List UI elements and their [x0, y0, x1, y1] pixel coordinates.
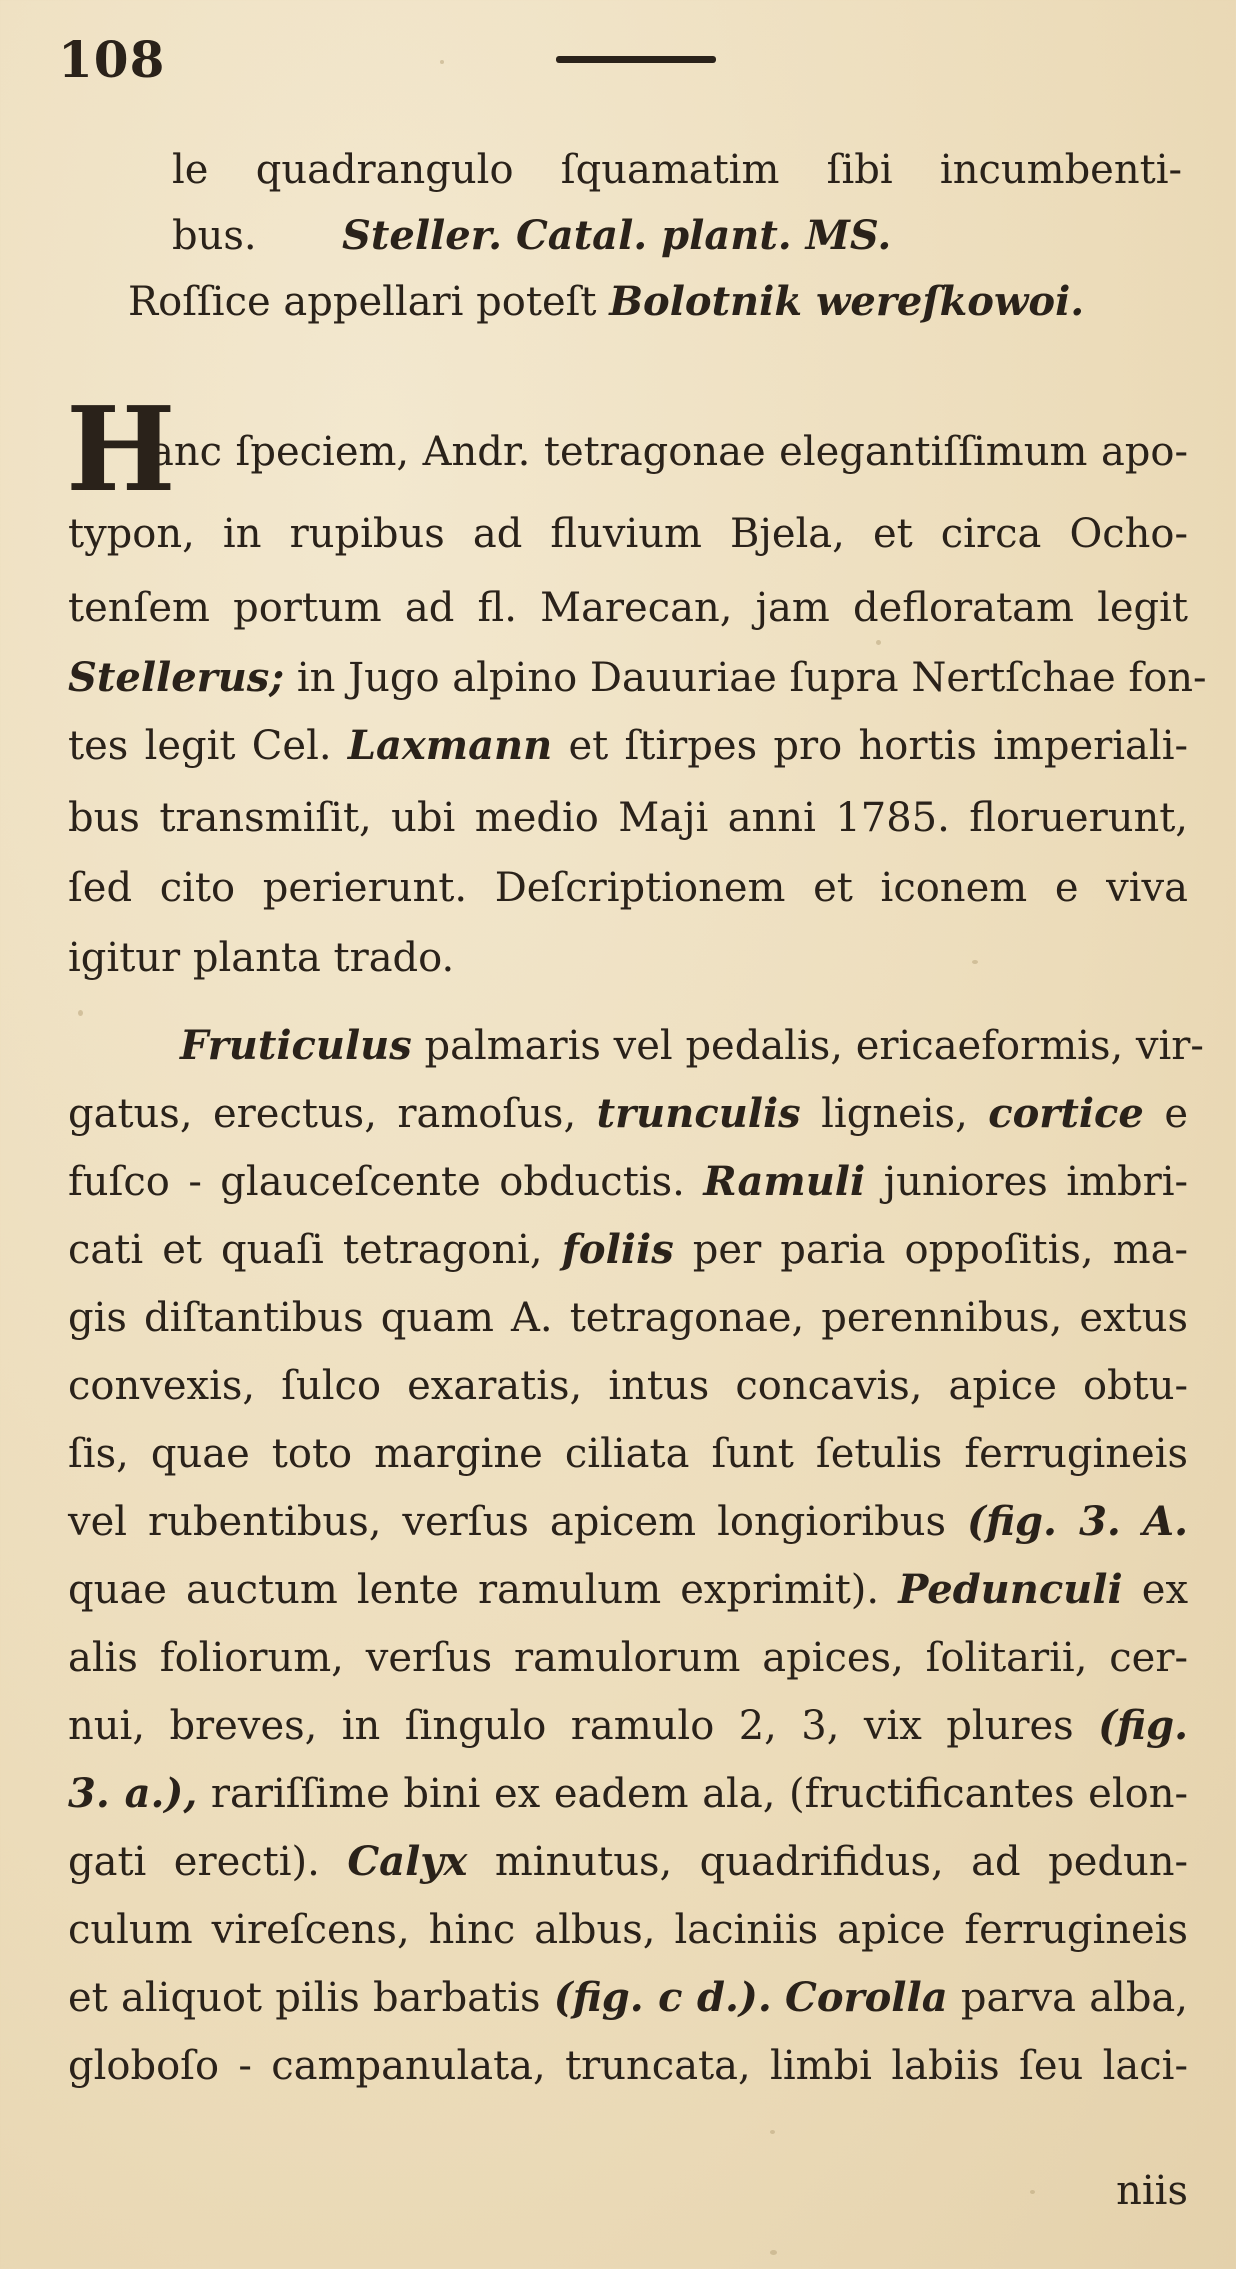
- vernacular-name: Bolotnik wereſkowoi.: [609, 278, 1085, 325]
- year: 1785.: [835, 795, 950, 841]
- text-run: nui, breves, in ſingulo ramulo 2, 3, vix plures: [68, 1703, 1074, 1749]
- text-line: [68, 1836, 1188, 1888]
- paper-fleck: [972, 960, 978, 964]
- term: cortice: [988, 1090, 1144, 1137]
- text-run: rariſſime bini ex eadem ala, (fructificantes elon-: [210, 1771, 1188, 1817]
- text-run: ſis, quae toto margine ciliata ſunt ſetulis ferrugineis: [68, 1431, 1188, 1477]
- text-run: bus transmiſit, ubi medio Maji anni: [68, 795, 816, 841]
- text-line: [180, 1020, 1204, 1072]
- text-line: [68, 1428, 1188, 1480]
- text-run: in Jugo alpino Dauuriae ſupra Nertſchae fon-: [296, 655, 1207, 701]
- text-run: palmaris vel pedalis, ericaeformis, vir-: [424, 1023, 1204, 1069]
- figure-reference: (fig. c d.).: [553, 1974, 772, 2021]
- text-run: globoſo - campanulata, truncata, limbi labiis ſeu laci-: [68, 2043, 1188, 2089]
- text-run: parva alba,: [960, 1975, 1188, 2021]
- text-run: anc ſpeciem, Andr. tetragonae elegantiſſimum apo-: [150, 429, 1188, 475]
- text-line: [150, 426, 1188, 478]
- text-run: floruerunt,: [969, 795, 1189, 841]
- text-run: gati erecti).: [68, 1839, 320, 1885]
- text-line: [172, 210, 1236, 262]
- text-line: [68, 1768, 1188, 1820]
- text-line: [68, 1360, 1188, 1412]
- text-run: et aliquot pilis barbatis: [68, 1975, 541, 2021]
- text-line: [68, 2040, 1188, 2092]
- text-line: [68, 508, 1188, 560]
- text-line: [68, 932, 1188, 984]
- text-run: Roſſice appellari poteſt: [128, 279, 597, 325]
- text-line: [68, 652, 1207, 704]
- text-line: [68, 1088, 1188, 1140]
- paper-fleck: [770, 2130, 775, 2134]
- paper-fleck: [1030, 2190, 1035, 2194]
- text-run: tes legit Cel.: [68, 723, 332, 769]
- text-run: cati et quaſi tetragoni,: [68, 1227, 543, 1273]
- term: Calyx: [347, 1838, 468, 1885]
- paper-fleck: [440, 60, 444, 64]
- figure-reference: (fig. 3. A.: [967, 1498, 1189, 1545]
- text-run: alis foliorum, verſus ramulorum apices, ſolitarii, cer-: [68, 1635, 1188, 1681]
- text-run: minutus, quadrifidus, ad pedun-: [494, 1839, 1189, 1885]
- term: foliis: [561, 1226, 674, 1273]
- term: Corolla: [785, 1974, 948, 2021]
- figure-reference: 3. a.),: [68, 1770, 198, 1817]
- paper-fleck: [770, 2250, 777, 2255]
- term: Fruticulus: [180, 1022, 412, 1069]
- term: Pedunculi: [898, 1566, 1123, 1613]
- text-run: juniores imbri-: [883, 1159, 1189, 1205]
- text-line: [172, 144, 1182, 196]
- text-line: [68, 720, 1188, 772]
- text-run: typon, in rupibus ad fluvium Bjela, et circa Ocho-: [68, 511, 1188, 557]
- header-rule: [556, 56, 716, 63]
- text-line: [68, 1224, 1188, 1276]
- text-run: le quadrangulo ſquamatim ſibi incumbenti-: [172, 147, 1182, 193]
- text-line: [68, 582, 1188, 634]
- term: Ramuli: [703, 1158, 866, 1205]
- text-run: igitur planta trado.: [68, 935, 455, 981]
- text-line: [68, 862, 1188, 914]
- author-name: Stellerus;: [68, 654, 285, 701]
- term: trunculis: [596, 1090, 801, 1137]
- text-line: [128, 276, 1236, 328]
- text-line: [68, 1632, 1188, 1684]
- text-line: [68, 1564, 1188, 1616]
- paper-fleck: [876, 640, 881, 645]
- text-line: [68, 1700, 1188, 1752]
- catchword: niis: [1116, 2168, 1188, 2214]
- text-run: ſed cito perierunt. Deſcriptionem et iconem e viva: [68, 865, 1188, 911]
- text-run: per paria oppoſitis, ma-: [692, 1227, 1188, 1273]
- author-name: Laxmann: [347, 722, 553, 769]
- text-run: culum vireſcens, hinc albus, laciniis apice ferrugineis: [68, 1907, 1188, 1953]
- citation: Steller. Catal. plant. MS.: [342, 212, 892, 259]
- drop-cap: H: [66, 382, 176, 518]
- text-run: gis diſtantibus quam A. tetragonae, perennibus, extus: [68, 1295, 1188, 1341]
- text-run: vel rubentibus, verſus apicem longioribus: [68, 1499, 947, 1545]
- text-run: ligneis,: [821, 1091, 968, 1137]
- text-run: et ſtirpes pro hortis imperiali-: [568, 723, 1188, 769]
- text-run: ex: [1141, 1567, 1189, 1613]
- text-line: [68, 1972, 1188, 2024]
- figure-reference: (fig.: [1098, 1702, 1189, 1749]
- text-line: [68, 1904, 1188, 1956]
- text-run: quae auctum lente ramulum exprimit).: [68, 1567, 880, 1613]
- text-run: convexis, ſulco exaratis, intus concavis, apice obtu-: [68, 1363, 1188, 1409]
- text-run: fuſco - glauceſcente obductis.: [68, 1159, 685, 1205]
- text-line: [68, 1496, 1188, 1548]
- text-line: [68, 792, 1188, 844]
- text-run: bus.: [172, 213, 257, 259]
- text-run: gatus, erectus, ramoſus,: [68, 1091, 577, 1137]
- text-run: tenſem portum ad fl. Marecan, jam defloratam legit: [68, 585, 1188, 631]
- page-number: 108: [58, 30, 166, 89]
- text-line: [68, 1156, 1188, 1208]
- text-run: e: [1164, 1091, 1188, 1137]
- text-line: [68, 1292, 1188, 1344]
- paper-fleck: [78, 1010, 83, 1016]
